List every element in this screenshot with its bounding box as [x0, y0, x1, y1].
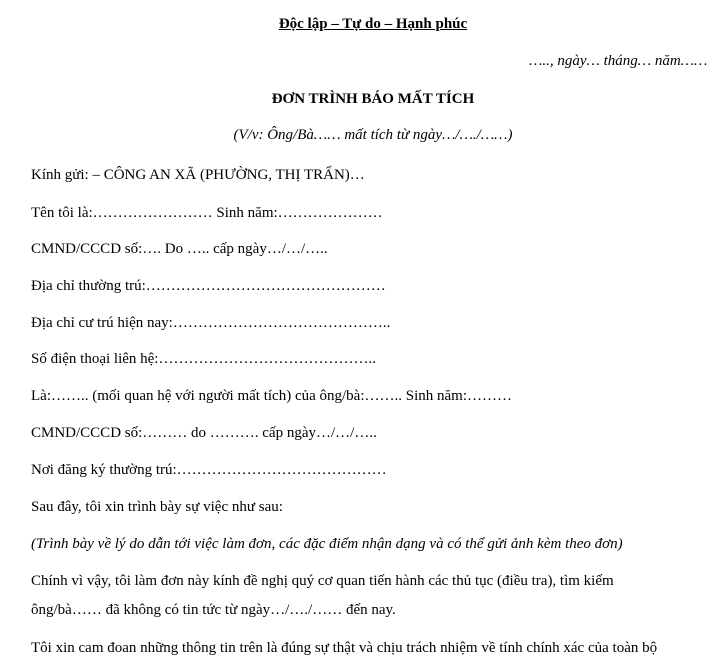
national-motto: Độc lập – Tự do – Hạnh phúc: [278, 16, 468, 32]
field-current-address: Địa chỉ cư trú hiện nay:……………………………………..: [31, 315, 391, 331]
document-subject: (V/v: Ông/Bà…… mất tích từ ngày…/…./……): [233, 127, 513, 143]
field-name-birth-year: Tên tôi là:…………………… Sinh năm:…………………: [31, 205, 383, 221]
document-title: ĐƠN TRÌNH BÁO MẤT TÍCH: [271, 91, 475, 107]
field-id-number: CMND/CCCD số:…. Do ….. cấp ngày…/…/…..: [31, 241, 328, 257]
commitment-line: Tôi xin cam đoan những thông tin trên là đúng sự thật và chịu trách nhiệm về tính chính xác của toàn bộ: [31, 640, 658, 656]
instruction-line: (Trình bày về lý do dẫn tới việc làm đơn, các đặc điểm nhận dạng và có thể gửi ảnh kèm theo đơn): [31, 536, 623, 552]
field-registered-residence: Nơi đăng ký thường trú:……………………………………: [31, 462, 387, 478]
request-line-2: ông/bà…… đã không có tin tức từ ngày…/…./…… đến nay.: [31, 602, 396, 618]
field-relationship: Là:…….. (mối quan hệ với người mất tích) của ông/bà:…….. Sinh năm:………: [31, 388, 513, 404]
field-missing-person-id: CMND/CCCD số:……… do ………. cấp ngày…/…/…..: [31, 425, 377, 441]
date-line: ….., ngày… tháng… năm……: [529, 53, 708, 69]
field-phone: Số điện thoại liên hệ:……………………………………..: [31, 351, 376, 367]
request-line-1: Chính vì vậy, tôi làm đơn này kính đề nghị quý cơ quan tiến hành các thủ tục (điều tra), tìm kiếm: [31, 573, 614, 589]
field-permanent-address: Địa chỉ thường trú:…………………………………………: [31, 278, 386, 294]
recipient-line: Kính gửi: – CÔNG AN XÃ (PHƯỜNG, THỊ TRẤN)…: [31, 167, 365, 183]
intro-line: Sau đây, tôi xin trình bày sự việc như sau:: [31, 499, 283, 515]
